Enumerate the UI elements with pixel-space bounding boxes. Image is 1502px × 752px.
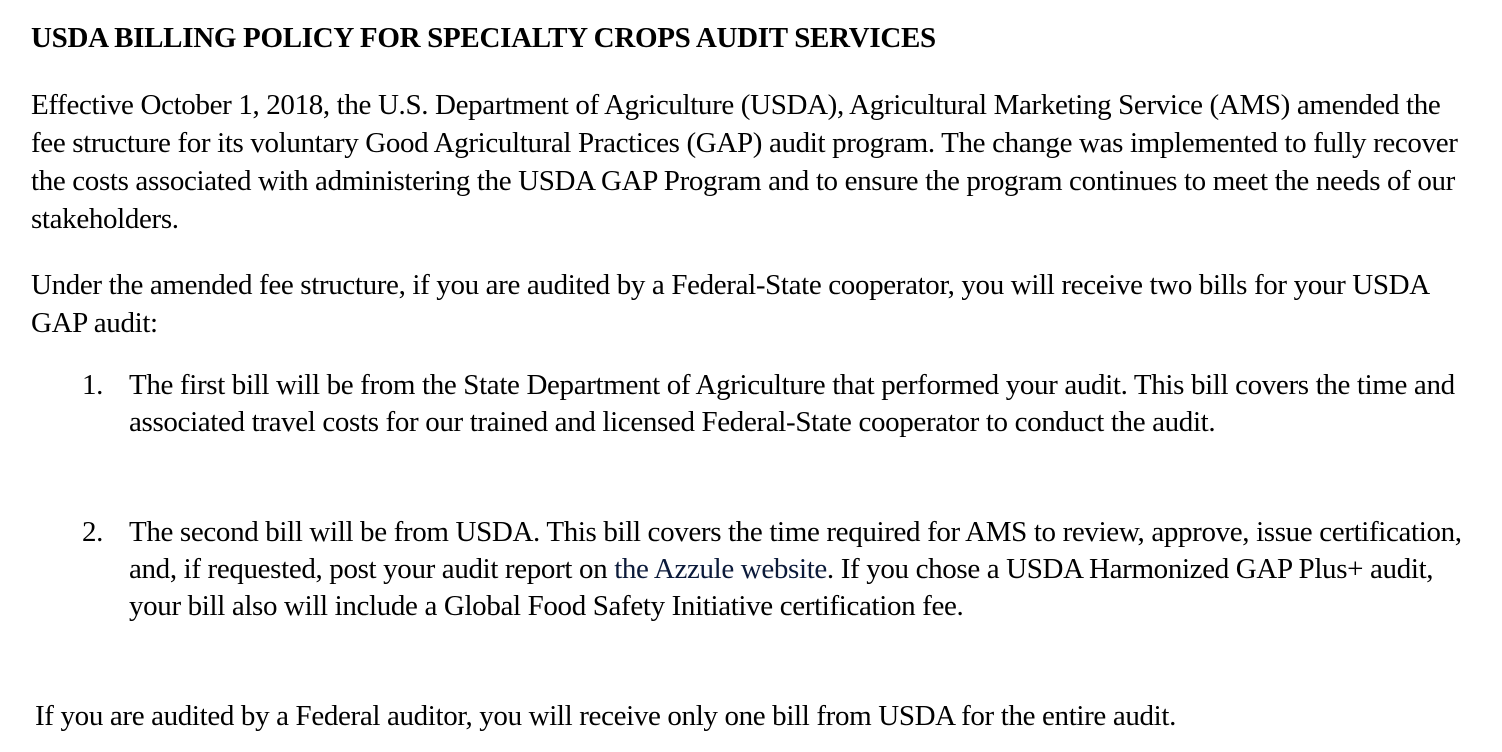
fee-structure-paragraph: Under the amended fee structure, if you are audited by a Federal-State cooperator, you will receive two bills for your USDA GAP audit: <box>31 269 1429 339</box>
list-number: 1. <box>82 369 104 401</box>
list-item-text <box>129 514 1469 625</box>
intro-paragraph: Effective October 1, 2018, the U.S. Department of Agriculture (USDA), Agricultural Marketing Service (AMS) amended the fee structure for its voluntary Good Agricultural Practices (GAP) audit program. The change was implemented to fully recover the costs associated with administering the USDA GAP Program and to ensure the program continues to meet the needs of our stakeholders. <box>31 89 1458 235</box>
list-item-text: The first bill will be from the State Department of Agriculture that performed your audit. This bill covers the time and associated travel costs for our trained and licensed Federal-State cooperator to conduct the audit. <box>129 369 1455 438</box>
list-number: 2. <box>82 516 104 548</box>
federal-auditor-paragraph: If you are audited by a Federal auditor, you will receive only one bill from USDA for the entire audit. <box>35 700 1176 732</box>
list-item-text-before-link: The second bill will be from USDA. This bill covers the time required for AMS to review, approve, issue certification, and, if requested, post your audit report on <box>129 516 1462 585</box>
azzule-website-link[interactable]: the Azzule website <box>614 553 827 585</box>
document-title: USDA BILLING POLICY FOR SPECIALTY CROPS AUDIT SERVICES <box>31 22 936 54</box>
list-item-text-after-link: . If you chose a USDA Harmonized GAP Plus+ audit, your bill also will include a Global Food Safety Initiative certification fee. <box>129 553 1434 622</box>
